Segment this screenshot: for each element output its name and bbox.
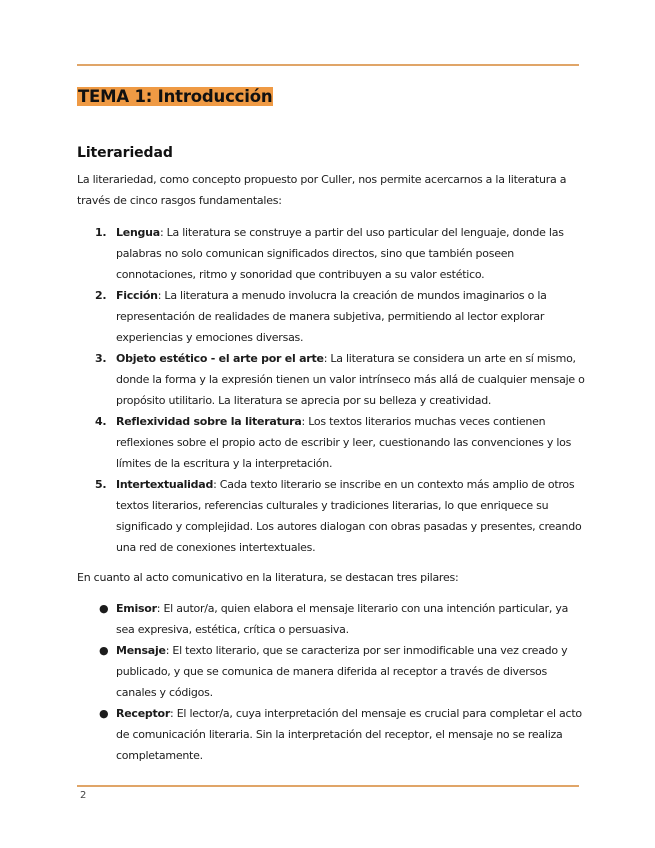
list-item-term: Emisor [116,602,157,615]
page-number: 2 [80,790,87,801]
list-item-text: : Cada texto literario se inscribe en un contexto más amplio de otros textos literarios, referencias culturales y tradiciones literarias, lo que enriquece su significado y complejidad. Los autores dialogan con obras pasadas y presentes, creando una red de conexiones intertextuales. [116,478,582,554]
list-item-text: : El lector/a, cuya interpretación del mensaje es crucial para completar el acto de comunicación literaria. Sin la interpretación del receptor, el mensaje no se realiza completamente. [116,707,582,762]
list-item-text: : La literatura se construye a partir del uso particular del lenguaje, donde las palabras no solo comunican significados directos, sino que también poseen connotaciones, ritmo y sonoridad que contribuyen a su valor estético. [116,226,564,281]
list-item-text: : La literatura a menudo involucra la creación de mundos imaginarios o la representación de realidades de manera subjetiva, permitiendo al lector explorar experiencias y emociones diversas. [116,289,547,344]
list-item [77,411,587,474]
list-item [77,598,587,640]
list-marker: 4. [95,415,107,428]
list-item-text: : El texto literario, que se caracteriza por ser inmodificable una vez creado y publicado, y que se comunica de manera diferida al receptor a través de diversos canales y códigos. [116,644,568,699]
footer-rule [77,785,579,787]
list-item [77,348,587,411]
list-item-term: Receptor [116,707,171,720]
list-marker: 2. [95,289,107,302]
pillars-list [77,598,587,766]
list-item-term: Objeto estético - el arte por el arte [116,352,324,365]
intro-paragraph: La literariedad, como concepto propuesto por Culler, nos permite acercarnos a la literatura a través de cinco rasgos fundamentales: [77,173,567,207]
list-item [77,222,587,285]
list-item-term: Intertextualidad [116,478,214,491]
list-item-text: : El autor/a, quien elabora el mensaje literario con una intención particular, ya sea expresiva, estética, crítica o persuasiva. [116,602,569,636]
list-item-term: Mensaje [116,644,166,657]
list-item [77,640,587,703]
bullet-icon: ● [99,707,109,720]
header-rule [77,64,579,66]
list-item [77,703,587,766]
list-item-term: Lengua [116,226,160,239]
pillars-intro-paragraph: En cuanto al acto comunicativo en la literatura, se destacan tres pilares: [77,571,459,584]
list-item [77,285,587,348]
bullet-icon: ● [99,644,109,657]
list-item-term: Ficción [116,289,158,302]
page-title-text: TEMA 1: Introducción [78,87,273,106]
bullet-icon: ● [99,602,109,615]
list-item-term: Reflexividad sobre la literatura [116,415,302,428]
list-marker: 5. [95,478,107,491]
list-item-text: : La literatura se considera un arte en sí mismo, donde la forma y la expresión tienen un valor intrínseco más allá de cualquier mensaje o propósito utilitario. La literatura se aprecia por su belleza y creatividad. [116,352,585,407]
list-item-text: : Los textos literarios muchas veces contienen reflexiones sobre el propio acto de escribir y leer, cuestionando las convenciones y los límites de la escritura y la interpretación. [116,415,572,470]
features-list [77,222,587,558]
list-item [77,474,587,558]
list-marker: 1. [95,226,107,239]
section-heading: Literariedad [77,145,173,161]
page-title [77,86,273,108]
list-marker: 3. [95,352,107,365]
